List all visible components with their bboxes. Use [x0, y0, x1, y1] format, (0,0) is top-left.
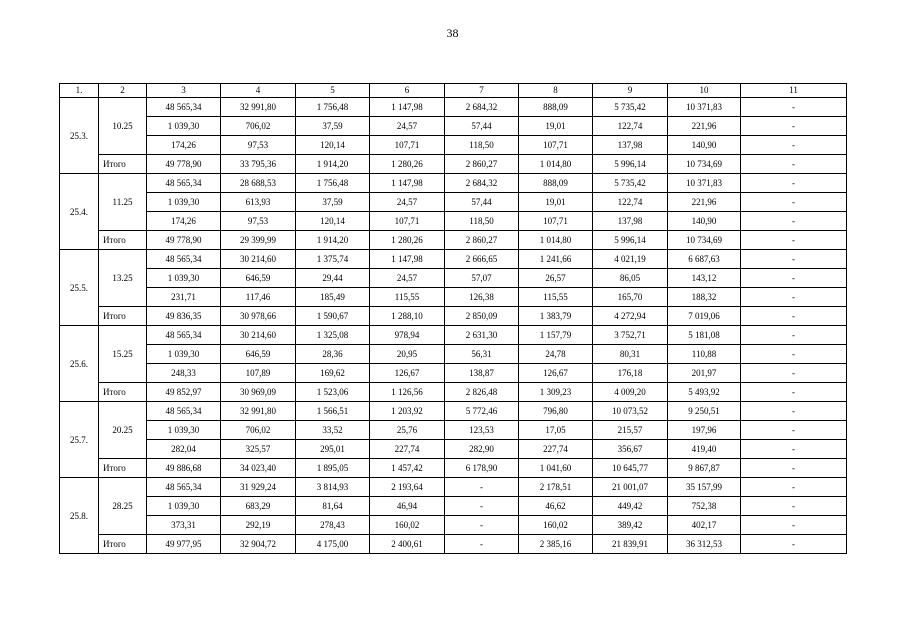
total-row	[60, 307, 847, 326]
table-cell: 227,74	[519, 440, 593, 459]
total-cell: 34 023,40	[221, 459, 296, 478]
table-cell: -	[445, 497, 519, 516]
table-cell: 888,09	[519, 98, 593, 117]
table-cell: 48 565,34	[147, 174, 221, 193]
column-header: 1.	[60, 84, 99, 98]
table-cell: 46,94	[370, 497, 445, 516]
table-cell: 9 250,51	[668, 402, 741, 421]
total-cell: 2 826,48	[445, 383, 519, 402]
total-cell: 36 312,53	[668, 535, 741, 554]
total-cell: 1 041,60	[519, 459, 593, 478]
table-cell: 37,59	[296, 117, 370, 136]
table-cell: 1 566,51	[296, 402, 370, 421]
table-cell: 1 147,98	[370, 174, 445, 193]
table-cell: 706,02	[221, 421, 296, 440]
table-row	[60, 117, 847, 136]
page-number: 38	[446, 26, 459, 40]
total-label: Итого	[99, 535, 147, 554]
table-cell: 646,59	[221, 345, 296, 364]
total-cell: 5 996,14	[593, 231, 668, 250]
total-cell: 10 734,69	[668, 155, 741, 174]
row-group-code: 20.25	[99, 402, 147, 459]
total-cell: -	[445, 535, 519, 554]
column-header: 2	[99, 84, 147, 98]
table-cell: 120,14	[296, 212, 370, 231]
table-cell: -	[741, 364, 847, 383]
total-cell: 49 886,68	[147, 459, 221, 478]
table-cell: 165,70	[593, 288, 668, 307]
total-cell: 1 895,05	[296, 459, 370, 478]
table-cell: 3 814,93	[296, 478, 370, 497]
table-row	[60, 440, 847, 459]
table-cell: 126,67	[519, 364, 593, 383]
table-row	[60, 326, 847, 345]
total-cell: 1 914,20	[296, 155, 370, 174]
table-cell: 160,02	[519, 516, 593, 535]
table-row	[60, 421, 847, 440]
table-cell: 30 214,60	[221, 326, 296, 345]
total-cell: -	[741, 535, 847, 554]
table-row	[60, 402, 847, 421]
total-cell: -	[741, 383, 847, 402]
table-cell: 449,42	[593, 497, 668, 516]
column-header: 3	[147, 84, 221, 98]
table-cell: 282,90	[445, 440, 519, 459]
table-cell: 48 565,34	[147, 478, 221, 497]
table-cell: 10 371,83	[668, 98, 741, 117]
table-cell: 19,01	[519, 117, 593, 136]
table-cell: 1 039,30	[147, 497, 221, 516]
table-cell: 138,87	[445, 364, 519, 383]
table-cell: 21 001,07	[593, 478, 668, 497]
header-row	[60, 84, 847, 98]
table-row	[60, 516, 847, 535]
table-cell: 19,01	[519, 193, 593, 212]
total-cell: 30 969,09	[221, 383, 296, 402]
table-cell: 888,09	[519, 174, 593, 193]
table-cell: 282,04	[147, 440, 221, 459]
table-cell: 117,46	[221, 288, 296, 307]
table-cell: 1 325,08	[296, 326, 370, 345]
table-cell: 5 735,42	[593, 174, 668, 193]
total-row	[60, 383, 847, 402]
total-cell: 2 385,16	[519, 535, 593, 554]
row-group-code: 11.25	[99, 174, 147, 231]
total-cell: 1 309,23	[519, 383, 593, 402]
table-cell: -	[741, 136, 847, 155]
table-cell: -	[741, 516, 847, 535]
table-cell: 221,96	[668, 193, 741, 212]
table-cell: -	[741, 269, 847, 288]
table-cell: 389,42	[593, 516, 668, 535]
table-cell: 2 631,30	[445, 326, 519, 345]
table-cell: 122,74	[593, 193, 668, 212]
total-cell: 1 914,20	[296, 231, 370, 250]
total-cell: 1 014,80	[519, 155, 593, 174]
table-cell: 2 684,32	[445, 98, 519, 117]
table-cell: 35 157,99	[668, 478, 741, 497]
data-table	[59, 83, 847, 554]
table-cell: 248,33	[147, 364, 221, 383]
table-cell: -	[741, 250, 847, 269]
table-cell: 48 565,34	[147, 250, 221, 269]
table-cell: 5 735,42	[593, 98, 668, 117]
total-cell: 21 839,91	[593, 535, 668, 554]
table-cell: -	[741, 497, 847, 516]
table-cell: 1 039,30	[147, 421, 221, 440]
table-cell: -	[741, 402, 847, 421]
table-cell: -	[741, 345, 847, 364]
table-cell: 683,29	[221, 497, 296, 516]
total-cell: 2 400,61	[370, 535, 445, 554]
table-cell: 115,55	[370, 288, 445, 307]
table-cell: 20,95	[370, 345, 445, 364]
total-cell: 1 126,56	[370, 383, 445, 402]
table-cell: 57,44	[445, 193, 519, 212]
total-label: Итого	[99, 231, 147, 250]
table-cell: -	[741, 421, 847, 440]
table-cell: 646,59	[221, 269, 296, 288]
total-cell: 49 836,35	[147, 307, 221, 326]
table-cell: 1 147,98	[370, 98, 445, 117]
table-cell: 185,49	[296, 288, 370, 307]
table-cell: 31 929,24	[221, 478, 296, 497]
total-cell: -	[741, 307, 847, 326]
table-cell: 215,57	[593, 421, 668, 440]
table-row	[60, 250, 847, 269]
table-cell: 188,32	[668, 288, 741, 307]
table-cell: -	[445, 478, 519, 497]
total-cell: 1 280,26	[370, 155, 445, 174]
table-cell: 613,93	[221, 193, 296, 212]
table-cell: 325,57	[221, 440, 296, 459]
table-row	[60, 478, 847, 497]
table-cell: 32 991,80	[221, 98, 296, 117]
total-cell: 30 978,66	[221, 307, 296, 326]
total-cell: 2 860,27	[445, 231, 519, 250]
column-header: 7	[445, 84, 519, 98]
total-row	[60, 231, 847, 250]
table-cell: 1 157,79	[519, 326, 593, 345]
table-cell: 1 241,66	[519, 250, 593, 269]
table-cell: 107,89	[221, 364, 296, 383]
table-cell: 978,94	[370, 326, 445, 345]
table-cell: 25,76	[370, 421, 445, 440]
total-cell: 1 280,26	[370, 231, 445, 250]
table-cell: 24,78	[519, 345, 593, 364]
table-body	[60, 98, 847, 554]
table-cell: 4 021,19	[593, 250, 668, 269]
total-cell: 7 019,06	[668, 307, 741, 326]
table-cell: 1 756,48	[296, 174, 370, 193]
column-header: 5	[296, 84, 370, 98]
total-cell: 1 014,80	[519, 231, 593, 250]
table-cell: 28,36	[296, 345, 370, 364]
table-cell: 110,88	[668, 345, 741, 364]
table-cell: -	[741, 174, 847, 193]
row-group-id: 25.8.	[60, 478, 99, 554]
table-cell: 2 666,65	[445, 250, 519, 269]
table-cell: -	[741, 288, 847, 307]
row-group-code: 28.25	[99, 478, 147, 535]
table-cell: 24,57	[370, 193, 445, 212]
table-cell: 356,67	[593, 440, 668, 459]
table-cell: 278,43	[296, 516, 370, 535]
table-cell: 118,50	[445, 212, 519, 231]
column-header: 11	[741, 84, 847, 98]
table-cell: 56,31	[445, 345, 519, 364]
total-cell: 9 867,87	[668, 459, 741, 478]
total-row	[60, 535, 847, 554]
table-cell: 6 687,63	[668, 250, 741, 269]
table-cell: 17,05	[519, 421, 593, 440]
table-cell: 1 756,48	[296, 98, 370, 117]
total-label: Итого	[99, 155, 147, 174]
total-row	[60, 459, 847, 478]
column-header: 10	[668, 84, 741, 98]
table-cell: 86,05	[593, 269, 668, 288]
table-cell: 796,80	[519, 402, 593, 421]
table-cell: -	[741, 212, 847, 231]
table-row	[60, 212, 847, 231]
table-cell: 1 375,74	[296, 250, 370, 269]
table-cell: 140,90	[668, 212, 741, 231]
table-cell: 373,31	[147, 516, 221, 535]
table-cell: 5 772,46	[445, 402, 519, 421]
table-cell: -	[741, 440, 847, 459]
table-cell: 57,07	[445, 269, 519, 288]
total-cell: 1 523,06	[296, 383, 370, 402]
table-cell: 1 039,30	[147, 269, 221, 288]
total-cell: -	[741, 155, 847, 174]
table-row	[60, 136, 847, 155]
total-label: Итого	[99, 307, 147, 326]
table-cell: -	[741, 326, 847, 345]
table-cell: -	[741, 193, 847, 212]
table-row	[60, 269, 847, 288]
table-cell: 295,01	[296, 440, 370, 459]
total-cell: 49 778,90	[147, 155, 221, 174]
table-cell: 221,96	[668, 117, 741, 136]
row-group-id: 25.5.	[60, 250, 99, 326]
table-cell: -	[741, 117, 847, 136]
total-cell: 49 852,97	[147, 383, 221, 402]
table-cell: 2 193,64	[370, 478, 445, 497]
table-cell: 120,14	[296, 136, 370, 155]
total-cell: 1 383,79	[519, 307, 593, 326]
table-cell: 81,64	[296, 497, 370, 516]
table-cell: 227,74	[370, 440, 445, 459]
table-cell: 1 147,98	[370, 250, 445, 269]
total-cell: 2 850,09	[445, 307, 519, 326]
table-cell: 143,12	[668, 269, 741, 288]
total-cell: 1 288,10	[370, 307, 445, 326]
column-header: 4	[221, 84, 296, 98]
total-cell: 4 009,20	[593, 383, 668, 402]
total-cell: 1 590,67	[296, 307, 370, 326]
table-cell: 97,53	[221, 136, 296, 155]
table-row	[60, 345, 847, 364]
table-cell: 107,71	[370, 212, 445, 231]
table-cell: 140,90	[668, 136, 741, 155]
table-cell: 197,96	[668, 421, 741, 440]
table-cell: 118,50	[445, 136, 519, 155]
table-cell: 201,97	[668, 364, 741, 383]
table-cell: 115,55	[519, 288, 593, 307]
table-cell: 2 684,32	[445, 174, 519, 193]
total-cell: 33 795,36	[221, 155, 296, 174]
row-group-id: 25.4.	[60, 174, 99, 250]
table-cell: 126,38	[445, 288, 519, 307]
table-cell: 137,98	[593, 212, 668, 231]
table-row	[60, 98, 847, 117]
table-cell: -	[741, 98, 847, 117]
table-cell: 292,19	[221, 516, 296, 535]
total-cell: -	[741, 459, 847, 478]
table-cell: 174,26	[147, 212, 221, 231]
table-cell: 26,57	[519, 269, 593, 288]
table-cell: 33,52	[296, 421, 370, 440]
table-cell: 5 181,08	[668, 326, 741, 345]
total-cell: 6 178,90	[445, 459, 519, 478]
total-cell: 5 996,14	[593, 155, 668, 174]
table-cell: 419,40	[668, 440, 741, 459]
table-cell: 137,98	[593, 136, 668, 155]
total-cell: -	[741, 231, 847, 250]
row-group-id: 25.6.	[60, 326, 99, 402]
table-cell: 10 073,52	[593, 402, 668, 421]
table-cell: 24,57	[370, 269, 445, 288]
total-cell: 4 175,00	[296, 535, 370, 554]
total-cell: 1 457,42	[370, 459, 445, 478]
column-header: 8	[519, 84, 593, 98]
total-cell: 10 734,69	[668, 231, 741, 250]
table-cell: 160,02	[370, 516, 445, 535]
table-row	[60, 497, 847, 516]
table-cell: 28 688,53	[221, 174, 296, 193]
total-cell: 32 904,72	[221, 535, 296, 554]
row-group-code: 13.25	[99, 250, 147, 307]
table-cell: 174,26	[147, 136, 221, 155]
row-group-code: 10.25	[99, 98, 147, 155]
table-row	[60, 288, 847, 307]
table-cell: 126,67	[370, 364, 445, 383]
table-cell: 48 565,34	[147, 402, 221, 421]
table-cell: 37,59	[296, 193, 370, 212]
table-cell: 57,44	[445, 117, 519, 136]
total-cell: 49 977,95	[147, 535, 221, 554]
row-group-id: 25.3.	[60, 98, 99, 174]
total-cell: 49 778,90	[147, 231, 221, 250]
table-cell: 107,71	[519, 136, 593, 155]
total-cell: 4 272,94	[593, 307, 668, 326]
table-cell: 24,57	[370, 117, 445, 136]
total-cell: 29 399,99	[221, 231, 296, 250]
table-cell: 80,31	[593, 345, 668, 364]
total-cell: 10 645,77	[593, 459, 668, 478]
table-cell: 30 214,60	[221, 250, 296, 269]
table-cell: 231,71	[147, 288, 221, 307]
table-row	[60, 174, 847, 193]
table-cell: 107,71	[519, 212, 593, 231]
table-cell: -	[445, 516, 519, 535]
table-cell: 2 178,51	[519, 478, 593, 497]
total-label: Итого	[99, 383, 147, 402]
total-cell: 2 860,27	[445, 155, 519, 174]
table-row	[60, 193, 847, 212]
table-cell: 123,53	[445, 421, 519, 440]
table-cell: 1 039,30	[147, 345, 221, 364]
table-row	[60, 364, 847, 383]
table-cell: 48 565,34	[147, 98, 221, 117]
total-row	[60, 155, 847, 174]
table-cell: 1 039,30	[147, 117, 221, 136]
table-cell: 10 371,83	[668, 174, 741, 193]
table-cell: 169,62	[296, 364, 370, 383]
table-cell: 1 203,92	[370, 402, 445, 421]
table-cell: 48 565,34	[147, 326, 221, 345]
table-cell: 107,71	[370, 136, 445, 155]
row-group-id: 25.7.	[60, 402, 99, 478]
table-cell: 1 039,30	[147, 193, 221, 212]
table-cell: 752,38	[668, 497, 741, 516]
table-cell: 706,02	[221, 117, 296, 136]
table-cell: 32 991,80	[221, 402, 296, 421]
total-label: Итого	[99, 459, 147, 478]
table-cell: 97,53	[221, 212, 296, 231]
column-header: 6	[370, 84, 445, 98]
table-cell: 46,62	[519, 497, 593, 516]
column-header: 9	[593, 84, 668, 98]
table-cell: 29,44	[296, 269, 370, 288]
table-cell: 402,17	[668, 516, 741, 535]
table-cell: 122,74	[593, 117, 668, 136]
row-group-code: 15.25	[99, 326, 147, 383]
table-cell: -	[741, 478, 847, 497]
table-cell: 3 752,71	[593, 326, 668, 345]
total-cell: 5 493,92	[668, 383, 741, 402]
table-cell: 176,18	[593, 364, 668, 383]
